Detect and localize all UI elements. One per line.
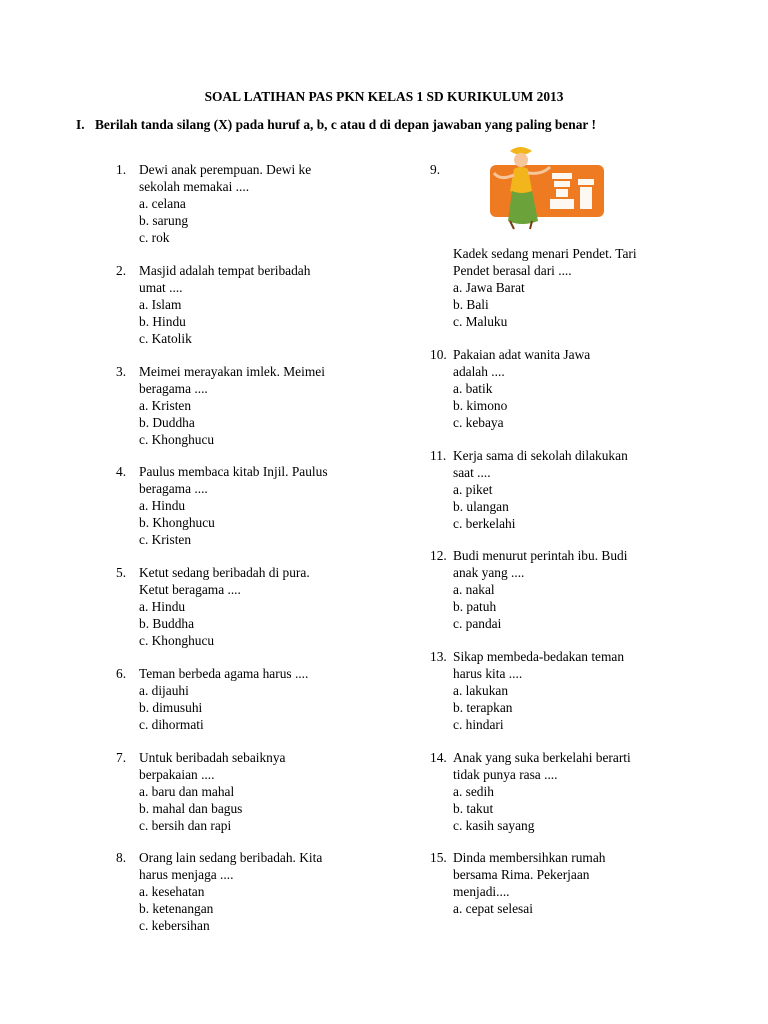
question-8 <box>116 850 386 935</box>
option-c: c. Katolik <box>139 330 192 346</box>
option-c: c. kebersihan <box>139 917 210 933</box>
option-a: a. batik <box>453 380 493 396</box>
question-number: 12. <box>430 548 447 563</box>
question-2 <box>116 263 386 348</box>
option-b: b. takut <box>453 800 494 816</box>
option-b: b. kimono <box>453 397 508 413</box>
option-c: c. rok <box>139 229 170 245</box>
option-c: c. dihormati <box>139 716 204 732</box>
option-c: c. kebaya <box>453 414 504 430</box>
question-stem: Ketut sedang beribadah di pura. Ketut beragama .... <box>139 565 310 597</box>
option-b: b. terapkan <box>453 699 513 715</box>
question-14 <box>430 750 690 835</box>
question-number: 9. <box>430 162 441 177</box>
question-13 <box>430 649 690 734</box>
option-a: a. Islam <box>139 296 182 312</box>
question-3 <box>116 364 386 449</box>
question-number: 7. <box>116 750 127 765</box>
option-a: a. nakal <box>453 581 495 597</box>
option-a: a. lakukan <box>453 682 509 698</box>
question-stem: Dinda membersihkan rumah bersama Rima. Pekerjaan menjadi.... <box>453 850 606 899</box>
question-9 <box>430 246 690 331</box>
question-number: 14. <box>430 750 447 765</box>
question-stem: Untuk beribadah sebaiknya berpakaian .... <box>139 750 286 782</box>
question-number: 1. <box>116 162 127 177</box>
question-number: 5. <box>116 565 127 580</box>
option-c: c. kasih sayang <box>453 817 535 833</box>
question-number: 3. <box>116 364 127 379</box>
question-stem: Masjid adalah tempat beribadah umat .... <box>139 263 311 295</box>
option-a: a. kesehatan <box>139 883 205 899</box>
option-b: b. mahal dan bagus <box>139 800 243 816</box>
question-stem: Pakaian adat wanita Jawa adalah .... <box>453 347 591 379</box>
instruction-text: Berilah tanda silang (X) pada huruf a, b, c atau d di depan jawaban yang paling benar ! <box>95 117 596 132</box>
question-stem: Dewi anak perempuan. Dewi ke sekolah memakai .... <box>139 162 312 194</box>
option-a: a. Hindu <box>139 598 186 614</box>
option-c: c. Khonghucu <box>139 632 215 648</box>
question-number: 2. <box>116 263 127 278</box>
question-stem: Kerja sama di sekolah dilakukan saat .... <box>453 448 628 480</box>
question-number: 10. <box>430 347 447 362</box>
question-number: 11. <box>430 448 447 463</box>
question-6 <box>116 666 386 734</box>
option-c: c. berkelahi <box>453 515 516 531</box>
section-instruction <box>76 117 716 133</box>
option-a: a. celana <box>139 195 186 211</box>
option-a: a. Kristen <box>139 397 192 413</box>
question-12 <box>430 548 690 633</box>
option-a: a. Jawa Barat <box>453 279 525 295</box>
option-b: b. sarung <box>139 212 189 228</box>
option-a: a. Hindu <box>139 497 186 513</box>
question-number: 6. <box>116 666 127 681</box>
option-a: a. cepat selesai <box>453 900 533 916</box>
option-c: c. bersih dan rapi <box>139 817 232 833</box>
option-b: b. Hindu <box>139 313 186 329</box>
option-b: b. ketenangan <box>139 900 214 916</box>
question-number: 13. <box>430 649 447 664</box>
question-5 <box>116 565 386 650</box>
question-15 <box>430 850 690 918</box>
option-a: a. dijauhi <box>139 682 189 698</box>
option-b: b. dimusuhi <box>139 699 203 715</box>
page-title: SOAL LATIHAN PAS PKN KELAS 1 SD KURIKULUM 2013 <box>204 89 564 104</box>
question-4 <box>116 464 386 549</box>
section-number: I. <box>76 117 85 132</box>
question-stem: Teman berbeda agama harus .... <box>139 666 309 681</box>
question-stem: Budi menurut perintah ibu. Budi anak yang .... <box>453 548 628 580</box>
option-b: b. Khonghucu <box>139 514 215 530</box>
question-stem: Sikap membeda-bedakan teman harus kita .... <box>453 649 625 681</box>
question-stem: Meimei merayakan imlek. Meimei beragama .... <box>139 364 325 396</box>
option-a: a. sedih <box>453 783 494 799</box>
option-c: c. Maluku <box>453 313 508 329</box>
pendet-dancer-illustration <box>470 143 610 231</box>
question-number: 15. <box>430 850 447 865</box>
option-c: c. Khonghucu <box>139 431 215 447</box>
option-b: b. Buddha <box>139 615 195 631</box>
question-10 <box>430 347 690 432</box>
option-b: b. ulangan <box>453 498 509 514</box>
option-a: a. piket <box>453 481 493 497</box>
question-7 <box>116 750 386 835</box>
question-stem: Orang lain sedang beribadah. Kita harus menjaga .... <box>139 850 323 882</box>
option-b: b. Duddha <box>139 414 195 430</box>
question-number: 8. <box>116 850 127 865</box>
question-number: 4. <box>116 464 127 479</box>
option-b: b. patuh <box>453 598 497 614</box>
option-a: a. baru dan mahal <box>139 783 235 799</box>
question-stem: Paulus membaca kitab Injil. Paulus beragama .... <box>139 464 328 496</box>
option-c: c. pandai <box>453 615 502 631</box>
option-c: c. hindari <box>453 716 504 732</box>
question-1 <box>116 162 386 247</box>
question-stem: Kadek sedang menari Pendet. Tari Pendet berasal dari .... <box>453 246 637 278</box>
option-b: b. Bali <box>453 296 489 312</box>
question-11 <box>430 448 690 533</box>
question-stem: Anak yang suka berkelahi berarti tidak punya rasa .... <box>453 750 631 782</box>
option-c: c. Kristen <box>139 531 192 547</box>
